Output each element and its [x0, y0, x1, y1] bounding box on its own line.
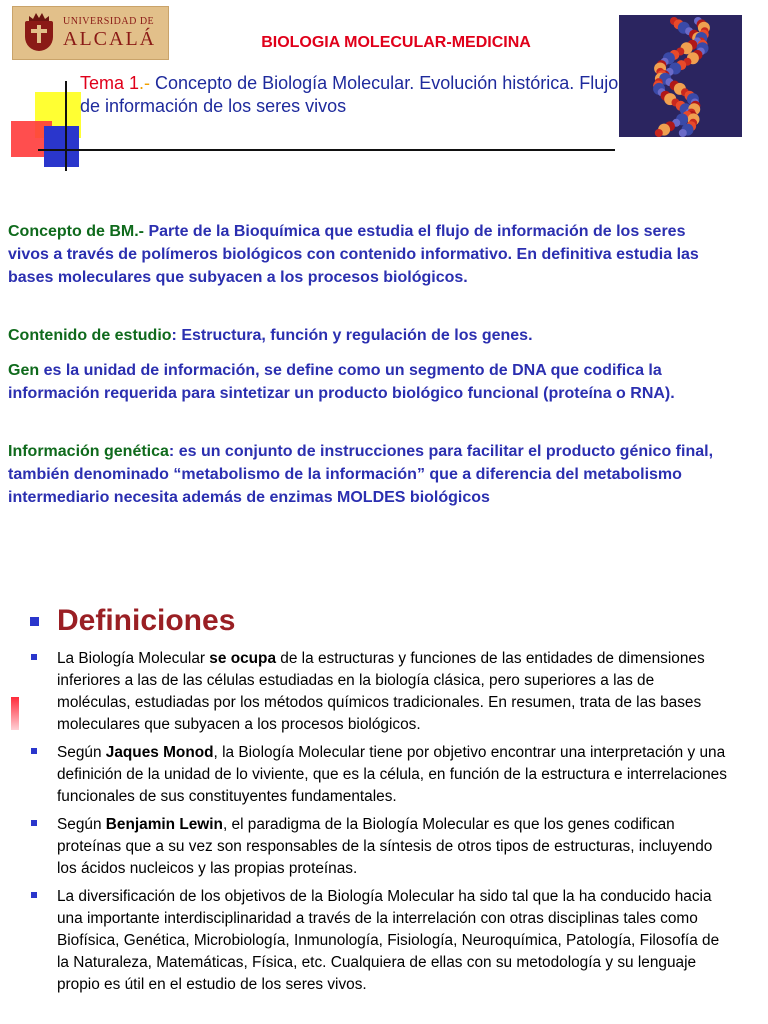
- section-lead: Gen: [8, 362, 40, 379]
- slide-title: [80, 72, 640, 118]
- section-text: : Estructura, función y regulación de los genes.: [171, 327, 533, 344]
- bullet-icon: [30, 617, 39, 626]
- item-bold: se ocupa: [209, 650, 277, 667]
- definitions-list: [30, 648, 730, 1002]
- decor-vertical-line: [65, 81, 67, 171]
- bullet-icon: [31, 748, 37, 754]
- decor-blue-square: [44, 126, 79, 167]
- section-contenido: [8, 324, 713, 347]
- item-text: , la Biología Molecular tiene por objetivo encontrar una interpretación y una definición de la unidad de lo viviente, que es la célula, en función de la estructura e interrelaciones funcionales de sus constituyentes fundamentales.: [57, 744, 727, 805]
- section-text: Parte de la Bioquímica que estudia el flujo de información de los seres vivos a través de polímeros biológicos con contenido informativo. En definitiva estudia las bases moleculares que subyacen a los procesos biológicos.: [8, 223, 699, 286]
- logo-line-2: ALCALÁ: [63, 28, 157, 50]
- item-bold: Jaques Monod: [105, 744, 214, 761]
- item-text: La Biología Molecular: [57, 650, 210, 667]
- section-gen: [8, 359, 713, 405]
- section-informacion: [8, 440, 713, 509]
- definitions-heading: [30, 604, 235, 638]
- section-text: es la unidad de información, se define como un segmento de DNA que codifica la información requerida para sintetizar un producto biológico funcional (proteína o RNA).: [8, 362, 675, 402]
- bullet-icon: [31, 892, 37, 898]
- list-item: [30, 648, 730, 736]
- definitions-heading-label: Definiciones: [57, 604, 236, 637]
- item-bold: Benjamin Lewin: [105, 816, 223, 833]
- section-lead: Información genética: [8, 443, 169, 460]
- section-text: : es un conjunto de instrucciones para facilitar el producto génico final, también denominado “metabolismo de la información” que a diferencia del metabolismo intermediario necesita además de enzimas MOLDES biológicos: [8, 443, 714, 506]
- section-lead: Concepto de BM.-: [8, 223, 144, 240]
- bullet-icon: [31, 820, 37, 826]
- section-lead: Contenido de estudio: [8, 327, 172, 344]
- item-text: La diversificación de los objetivos de la Biología Molecular ha sido tal que la ha conducido hacia una importante interdisciplinaridad a través de la interrelación con otras disciplinas tales como Biofísica, Genética, Microbiología, Inmunología, Fisiología, Neuroquímica, Patología, Filosofía de la Naturaleza, Matemáticas, Física, etc. Cualquiera de ellas con su metodología y su lenguaje propio es útil en el estudio de los seres vivos.: [57, 888, 720, 993]
- item-text: de la estructuras y funciones de las entidades de dimensiones inferiores a las de las células estudiadas en la biología clásica, pero superiores a las de moléculas, estudiadas por los métodos químicos tradicionales. En resumen, trata de las bases moleculares que subyacen a los procesos biológicos.: [57, 650, 705, 733]
- tema-title: Concepto de Biología Molecular. Evolución histórica. Flujo de información de los seres vivos: [80, 73, 619, 116]
- page-header-title: BIOLOGIA MOLECULAR-MEDICINA: [261, 34, 531, 51]
- list-item: [30, 742, 730, 808]
- list-item: [30, 886, 730, 996]
- tema-number: Tema 1: [80, 73, 140, 93]
- tema-separator: .-: [139, 73, 151, 93]
- section-concepto: [8, 220, 713, 289]
- decor-horizontal-line: [38, 149, 615, 151]
- bullet-icon: [31, 654, 37, 660]
- item-text: , el paradigma de la Biología Molecular es que los genes codifican proteínas que a su vez son responsables de la síntesis de otros tipos de estructuras, incluyendo los ácidos nucleicos y las propias proteínas.: [57, 816, 713, 877]
- item-text: Según: [57, 744, 106, 761]
- item-text: Según: [57, 816, 106, 833]
- logo-line-1: UNIVERSIDAD DE: [63, 16, 155, 27]
- decor-pink-bar: [11, 697, 19, 730]
- list-item: [30, 814, 730, 880]
